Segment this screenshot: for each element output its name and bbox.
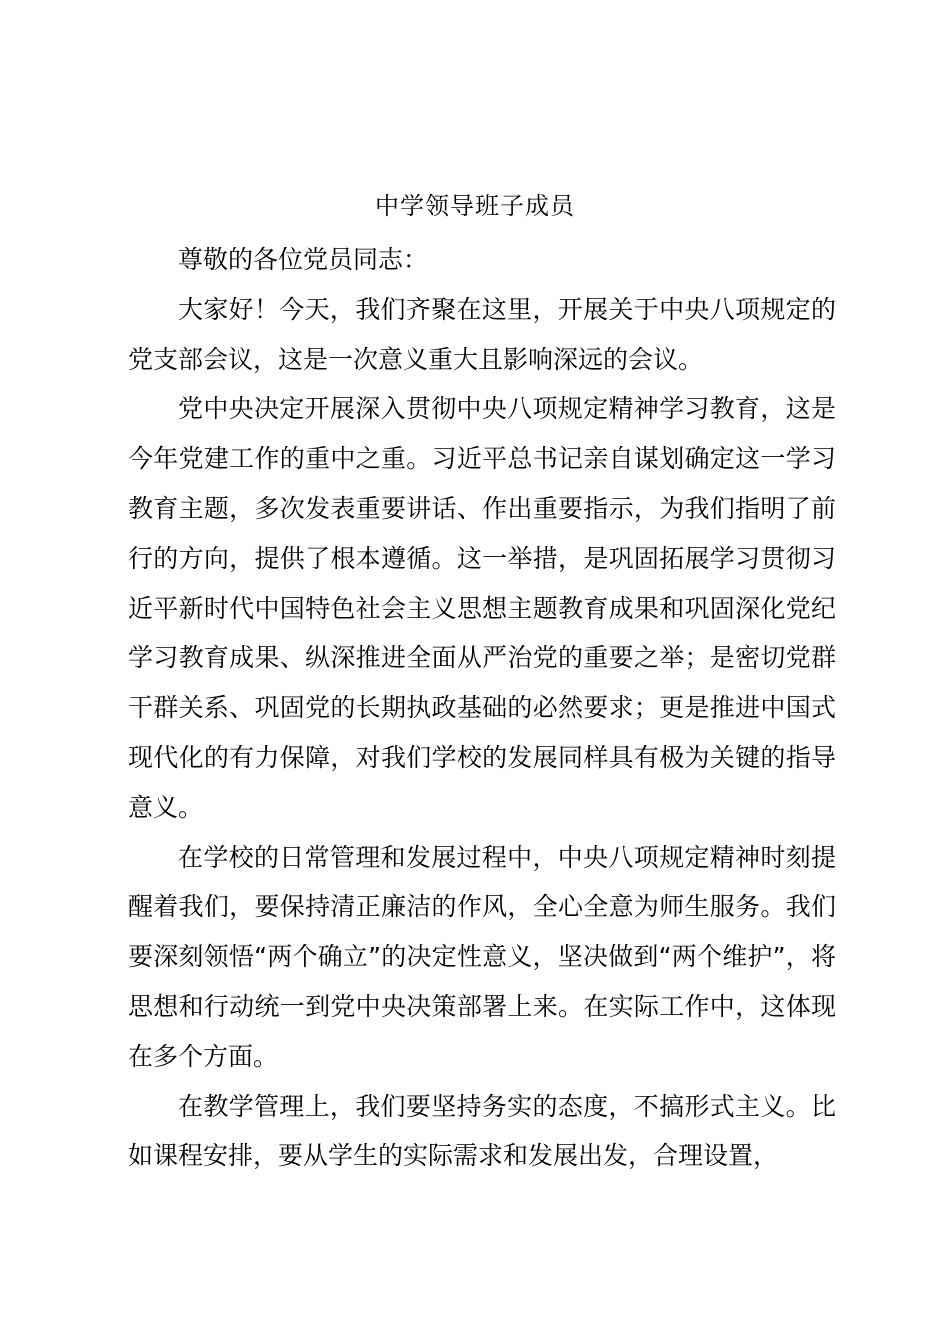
- paragraph-3: 在学校的日常管理和发展过程中，中央八项规定精神时刻提醒着我们，要保持清正廉洁的作风，全心全意为师生服务。我们要深刻领悟“两个确立”的决定性意义，坚决做到“两个维护”，将思想和行动统一到党中央决策部署上来。在实际工作中，这体现在多个方面。: [128, 842, 836, 1071]
- paragraph-4: 在教学管理上，我们要坚持务实的态度，不搞形式主义。比如课程安排，要从学生的实际需求和发展出发，合理设置，: [128, 1091, 836, 1171]
- document-title: 中学领导班子成员: [375, 192, 575, 220]
- document-body: [128, 235, 836, 1181]
- salutation: 尊敬的各位党员同志：: [178, 245, 429, 274]
- paragraph-1: 大家好！今天，我们齐聚在这里，开展关于中央八项规定的党支部会议，这是一次意义重大且影响深远的会议。: [128, 294, 836, 374]
- paragraph-2: 党中央决定开展深入贯彻中央八项规定精神学习教育，这是今年党建工作的重中之重。习近平总书记亲自谋划确定这一学习教育主题，多次发表重要讲话、作出重要指示，为我们指明了前行的方向，提供了根本遵循。这一举措，是巩固拓展学习贯彻习近平新时代中国特色社会主义思想主题教育成果和巩固深化党纪学习教育成果、纵深推进全面从严治党的重要之举；是密切党群干群关系、巩固党的长期执政基础的必然要求；更是推进中国式现代化的有力保障，对我们学校的发展同样具有极为关键的指导意义。: [128, 394, 836, 822]
